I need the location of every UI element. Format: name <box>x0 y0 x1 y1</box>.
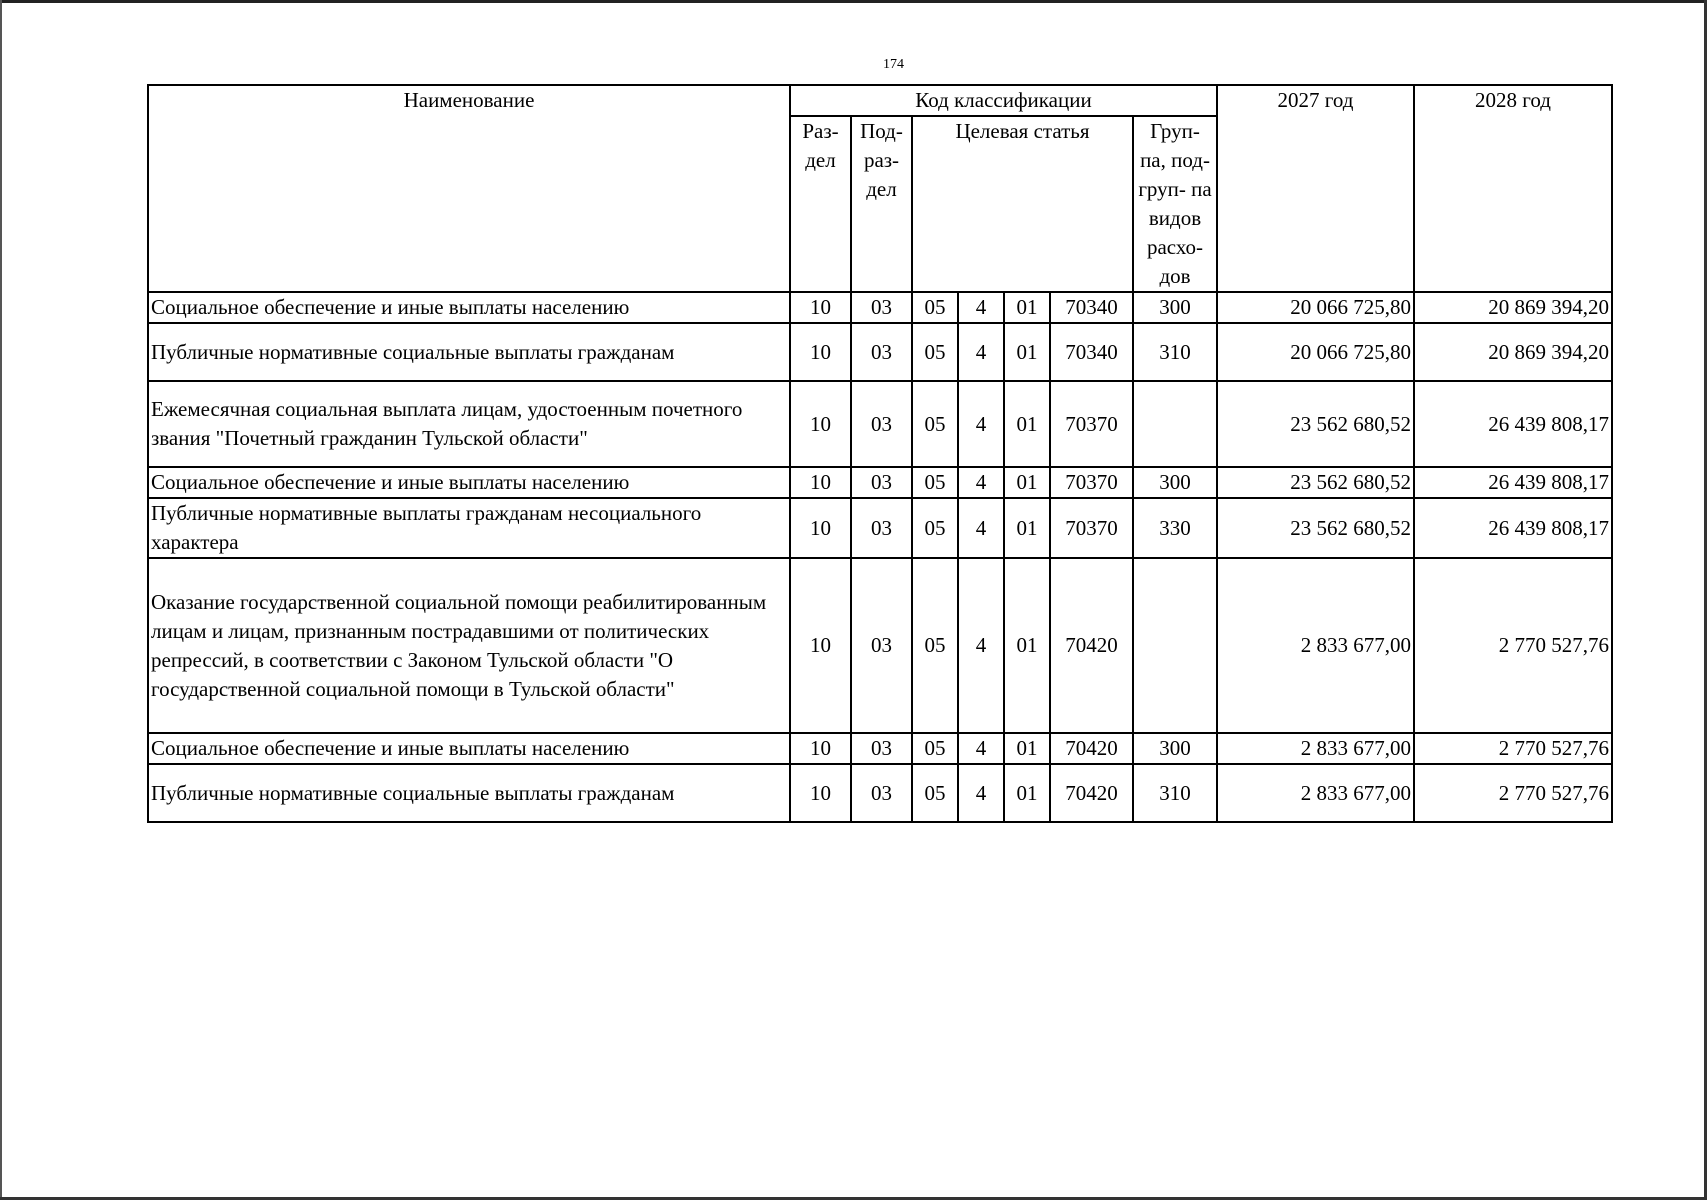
row-podrazdel: 03 <box>851 467 912 498</box>
row-expense-group <box>1133 381 1217 467</box>
row-target-direction: 70420 <box>1050 764 1133 822</box>
row-amount-2028: 20 869 394,20 <box>1414 323 1612 381</box>
row-expense-group: 300 <box>1133 733 1217 764</box>
row-target-direction: 70420 <box>1050 733 1133 764</box>
row-target-type: 4 <box>958 381 1004 467</box>
budget-table <box>147 84 1613 823</box>
header-name: Наименование <box>148 85 790 292</box>
row-target-direction: 70340 <box>1050 323 1133 381</box>
row-amount-2028: 26 439 808,17 <box>1414 467 1612 498</box>
row-target-program: 05 <box>912 498 958 558</box>
row-razdel: 10 <box>790 467 851 498</box>
row-amount-2028: 26 439 808,17 <box>1414 381 1612 467</box>
row-razdel: 10 <box>790 558 851 733</box>
header-year-2027: 2027 год <box>1217 85 1414 292</box>
row-amount-2028: 2 770 527,76 <box>1414 558 1612 733</box>
row-target-direction: 70420 <box>1050 558 1133 733</box>
row-name: Социальное обеспечение и иные выплаты населению <box>148 467 790 498</box>
row-amount-2027: 20 066 725,80 <box>1217 292 1414 323</box>
row-target-program: 05 <box>912 381 958 467</box>
row-amount-2028: 2 770 527,76 <box>1414 733 1612 764</box>
row-podrazdel: 03 <box>851 498 912 558</box>
header-classification-code: Код классификации <box>790 85 1217 116</box>
row-target-program: 05 <box>912 558 958 733</box>
table-row <box>148 498 1612 558</box>
scan-edge-top <box>0 0 1707 3</box>
row-target-program: 05 <box>912 323 958 381</box>
row-target-type: 4 <box>958 558 1004 733</box>
row-name: Публичные нормативные социальные выплаты гражданам <box>148 764 790 822</box>
row-target-program: 05 <box>912 764 958 822</box>
table-row <box>148 292 1612 323</box>
table-row <box>148 381 1612 467</box>
row-amount-2027: 2 833 677,00 <box>1217 733 1414 764</box>
row-target-direction: 70340 <box>1050 292 1133 323</box>
row-expense-group: 300 <box>1133 467 1217 498</box>
row-razdel: 10 <box>790 323 851 381</box>
row-razdel: 10 <box>790 733 851 764</box>
table-row <box>148 558 1612 733</box>
row-target-type: 4 <box>958 323 1004 381</box>
row-razdel: 10 <box>790 498 851 558</box>
row-expense-group: 300 <box>1133 292 1217 323</box>
row-target-direction: 70370 <box>1050 467 1133 498</box>
row-razdel: 10 <box>790 381 851 467</box>
header-year-2028: 2028 год <box>1414 85 1612 292</box>
row-podrazdel: 03 <box>851 764 912 822</box>
row-target-program: 05 <box>912 733 958 764</box>
row-target-program: 05 <box>912 292 958 323</box>
header-razdel: Раз- дел <box>790 116 851 292</box>
row-amount-2027: 2 833 677,00 <box>1217 558 1414 733</box>
header-gruppa-vidov-raskhodov: Груп- па, под- груп- па видов расхо- дов <box>1133 116 1217 292</box>
row-razdel: 10 <box>790 764 851 822</box>
row-target-direction: 70370 <box>1050 381 1133 467</box>
row-target-subprogram: 01 <box>1004 292 1050 323</box>
scan-edge-left <box>0 0 2 1200</box>
row-podrazdel: 03 <box>851 733 912 764</box>
table-row <box>148 733 1612 764</box>
row-target-type: 4 <box>958 733 1004 764</box>
row-target-subprogram: 01 <box>1004 498 1050 558</box>
row-target-subprogram: 01 <box>1004 323 1050 381</box>
row-target-type: 4 <box>958 467 1004 498</box>
row-podrazdel: 03 <box>851 558 912 733</box>
row-name: Публичные нормативные социальные выплаты гражданам <box>148 323 790 381</box>
row-amount-2028: 26 439 808,17 <box>1414 498 1612 558</box>
row-podrazdel: 03 <box>851 292 912 323</box>
row-target-type: 4 <box>958 764 1004 822</box>
row-target-type: 4 <box>958 292 1004 323</box>
row-target-direction: 70370 <box>1050 498 1133 558</box>
row-name: Социальное обеспечение и иные выплаты населению <box>148 292 790 323</box>
row-expense-group <box>1133 558 1217 733</box>
row-amount-2028: 2 770 527,76 <box>1414 764 1612 822</box>
row-expense-group: 310 <box>1133 764 1217 822</box>
row-name: Социальное обеспечение и иные выплаты населению <box>148 733 790 764</box>
row-podrazdel: 03 <box>851 381 912 467</box>
table-row <box>148 467 1612 498</box>
row-name: Оказание государственной социальной помощи реабилитированным лицам и лицам, признанным пострадавшими от политических репрессий, в соответствии с Законом Тульской области "О государственной социальной помощи в Тульской области" <box>148 558 790 733</box>
row-amount-2028: 20 869 394,20 <box>1414 292 1612 323</box>
row-target-subprogram: 01 <box>1004 467 1050 498</box>
row-name: Ежемесячная социальная выплата лицам, удостоенным почетного звания "Почетный гражданин Тульской области" <box>148 381 790 467</box>
row-target-subprogram: 01 <box>1004 381 1050 467</box>
row-name: Публичные нормативные выплаты гражданам несоциального характера <box>148 498 790 558</box>
page-number: 174 <box>883 57 904 72</box>
row-amount-2027: 2 833 677,00 <box>1217 764 1414 822</box>
row-amount-2027: 23 562 680,52 <box>1217 467 1414 498</box>
row-target-type: 4 <box>958 498 1004 558</box>
row-target-subprogram: 01 <box>1004 733 1050 764</box>
row-target-program: 05 <box>912 467 958 498</box>
row-expense-group: 310 <box>1133 323 1217 381</box>
header-tselevaya-statya: Целевая статья <box>912 116 1133 292</box>
row-podrazdel: 03 <box>851 323 912 381</box>
header-podrazdel: Под- раз- дел <box>851 116 912 292</box>
row-target-subprogram: 01 <box>1004 558 1050 733</box>
table-row <box>148 764 1612 822</box>
row-target-subprogram: 01 <box>1004 764 1050 822</box>
row-amount-2027: 23 562 680,52 <box>1217 498 1414 558</box>
row-expense-group: 330 <box>1133 498 1217 558</box>
row-amount-2027: 20 066 725,80 <box>1217 323 1414 381</box>
row-razdel: 10 <box>790 292 851 323</box>
table-row <box>148 323 1612 381</box>
row-amount-2027: 23 562 680,52 <box>1217 381 1414 467</box>
